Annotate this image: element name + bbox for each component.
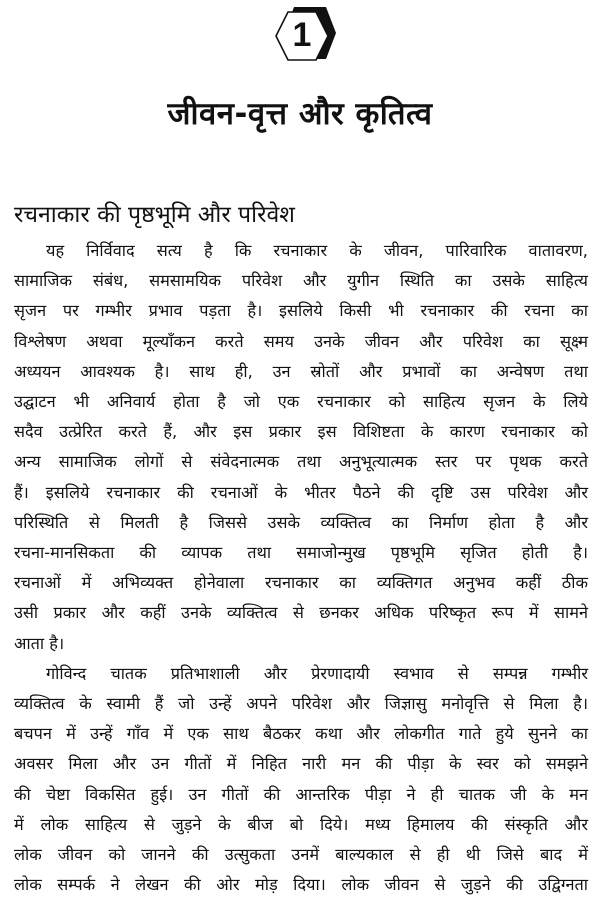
text-line: रचना-मानसिकता की व्यापक तथा समाजोन्मुख पृष्ठभूमि सृजित होती है।	[14, 543, 588, 563]
text-line: की चेष्टा विकसित हुई। उन गीतों की आन्तरिक पीड़ा ने ही चातक जी के मन	[14, 784, 588, 804]
text-line: सामाजिक संबंध, समसामयिक परिवेश और युगीन स्थिति का उसके साहित्य	[14, 271, 588, 291]
text-line: अन्य सामाजिक लोगों से संवेदनात्मक तथा अनुभूत्यात्मक स्तर पर पृथक करते	[14, 452, 588, 472]
text-line: लोक सम्पर्क ने लेखन की ओर मोड़ दिया। लोक जीवन से जुड़ने की उद्विग्नता	[14, 875, 588, 895]
text-line: में लोक साहित्य से जुड़ने के बीज बो दिये। मध्य हिमालय की संस्कृति और	[14, 814, 588, 834]
text-line: आता है।	[14, 633, 65, 653]
text-line: सृजन पर गम्भीर प्रभाव पड़ता है। इसलिये किसी भी रचनाकार की रचना का	[14, 301, 588, 321]
paragraph-1	[14, 236, 588, 659]
text-line: व्यक्तित्व के स्वामी हैं जो उन्हें अपने परिवेश और जिज्ञासु मनोवृत्ति से मिला है।	[14, 694, 588, 714]
text-line: उद्घाटन भी अनिवार्य होता है जो एक रचनाकार को साहित्य सृजन के लिये	[14, 392, 588, 412]
text-line: परिस्थिति से मिलती है जिससे उसके व्यक्तित्व का निर्माण होता है और	[14, 512, 588, 532]
chapter-number: 1	[292, 15, 312, 54]
text-line: अध्ययन आवश्यक है। साथ ही, उन स्रोतों और प्रभावों का अन्वेषण तथा	[14, 361, 588, 381]
text-line: सदैव उत्प्रेरित करते हैं, और इस प्रकार इस विशिष्टता के कारण रचनाकार को	[14, 422, 588, 442]
body-text	[14, 236, 588, 900]
text-line: हैं। इसलिये रचनाकार की रचनाओं के भीतर पैठने की दृष्टि उस परिवेश और	[14, 482, 588, 502]
text-line: गोविन्द चातक प्रतिभाशाली और प्रेरणादायी स्वभाव से सम्पन्न गम्भीर	[46, 663, 588, 683]
chapter-number-badge	[272, 4, 338, 62]
chapter-title: जीवन-वृत्त और कृतित्व	[167, 96, 433, 132]
paragraph-2	[14, 659, 588, 900]
text-line: लोक जीवन को जानने की उत्सुकता उनमें बाल्यकाल से ही थी जिसे बाद में	[14, 845, 588, 865]
text-line: उसी प्रकार और कहीं उनके व्यक्तित्व से छनकर अधिक परिष्कृत रूप में सामने	[14, 603, 588, 623]
text-line: अवसर मिला और उन गीतों में निहित नारी मन की पीड़ा के स्वर को समझने	[14, 754, 588, 774]
text-line: यह निर्विवाद सत्य है कि रचनाकार के जीवन, पारिवारिक वातावरण,	[46, 241, 588, 260]
text-line: बचपन में उन्हें गाँव में एक साथ बैठकर कथा और लोकगीत गाते हुये सुनने का	[14, 724, 588, 744]
text-line: विश्लेषण अथवा मूल्यॉंकन करते समय उनके जीवन और परिवेश का सूक्ष्म	[14, 331, 588, 351]
section-heading: रचनाकार की पृष्ठभूमि और परिवेश	[14, 202, 295, 228]
text-line: रचनाओं में अभिव्यक्त होनेवाला रचनाकार का व्यक्तिगत अनुभव कहीं ठीक	[14, 573, 588, 593]
